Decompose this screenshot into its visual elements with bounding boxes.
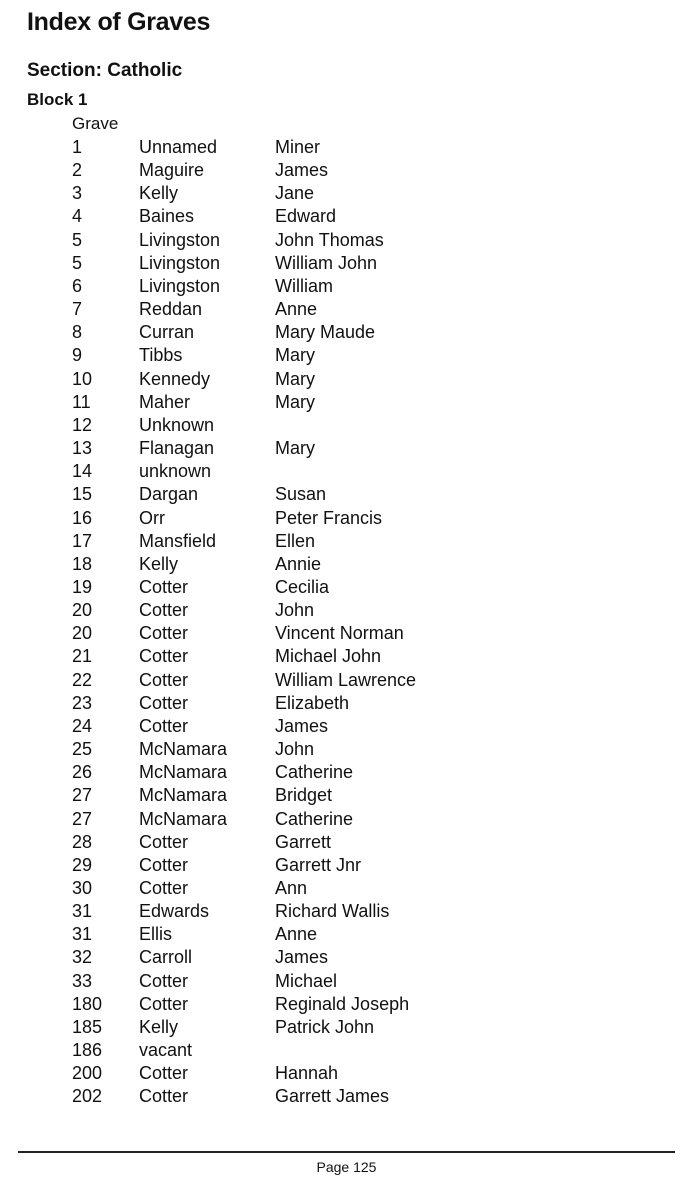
- grave-number: 33: [72, 970, 93, 991]
- given-name: Jane: [275, 183, 315, 204]
- surname: Tibbs: [139, 345, 183, 366]
- grave-number: 12: [72, 414, 93, 435]
- given-name: John: [275, 739, 315, 760]
- page-number: Page 125: [316, 1159, 377, 1175]
- surname: Livingston: [139, 275, 221, 296]
- grave-number: 180: [72, 993, 103, 1014]
- grave-number: 27: [72, 785, 93, 806]
- surname: Kelly: [139, 553, 179, 574]
- grave-list: [0, 136, 693, 1109]
- given-name: Ann: [275, 878, 308, 898]
- given-name: Cecilia: [275, 576, 330, 597]
- given-name: Edward: [275, 206, 337, 227]
- surname: Dargan: [139, 484, 199, 505]
- grave-row: [0, 507, 693, 530]
- grave-row: [0, 993, 693, 1016]
- grave-row: [0, 715, 693, 738]
- grave-row: [0, 946, 693, 969]
- grave-number: 186: [72, 1040, 103, 1061]
- grave-row: [0, 460, 693, 483]
- given-name: Richard Wallis: [275, 901, 390, 922]
- grave-number: 6: [72, 275, 83, 296]
- surname: Cotter: [139, 993, 189, 1014]
- grave-row: [0, 784, 693, 807]
- grave-number: 185: [72, 1016, 103, 1037]
- grave-number: 11: [72, 391, 91, 412]
- surname: Cotter: [139, 692, 189, 713]
- surname: McNamara: [139, 808, 228, 829]
- grave-number: 32: [72, 947, 93, 968]
- given-name: William Lawrence: [275, 669, 417, 690]
- given-name: Michael: [275, 970, 338, 991]
- surname: Baines: [139, 206, 195, 227]
- grave-number: 27: [72, 808, 93, 829]
- grave-number: 4: [72, 206, 83, 227]
- grave-row: [0, 437, 693, 460]
- given-name: Anne: [275, 924, 318, 945]
- grave-number: 24: [72, 715, 93, 736]
- grave-number: 28: [72, 831, 93, 852]
- grave-row: [0, 553, 693, 576]
- surname: Curran: [139, 322, 195, 343]
- block-heading: Block 1: [27, 90, 88, 109]
- given-name: Reginald Joseph: [275, 993, 410, 1014]
- surname: Cotter: [139, 600, 189, 621]
- grave-number: 25: [72, 739, 93, 760]
- grave-number: 10: [72, 368, 93, 389]
- given-name: Mary: [275, 391, 315, 412]
- grave-row: [0, 530, 693, 553]
- surname: McNamara: [139, 739, 228, 760]
- grave-row: [0, 136, 693, 159]
- given-name: Bridget: [275, 785, 333, 806]
- grave-row: [0, 344, 693, 367]
- grave-number: 13: [72, 438, 93, 459]
- grave-column-header: Grave: [72, 114, 119, 133]
- grave-row: [0, 599, 693, 622]
- surname: Livingston: [139, 252, 221, 273]
- grave-number: 18: [72, 553, 93, 574]
- given-name: John: [275, 600, 315, 621]
- given-name: Peter Francis: [275, 507, 383, 528]
- surname: Cotter: [139, 831, 189, 852]
- given-name: Mary Maude: [275, 322, 376, 343]
- given-name: Mary: [275, 345, 315, 366]
- surname: Cotter: [139, 715, 189, 736]
- given-name: Miner: [275, 137, 321, 157]
- surname: Cotter: [139, 1086, 189, 1107]
- grave-row: [0, 182, 693, 205]
- grave-number: 3: [72, 183, 83, 204]
- grave-number: 200: [72, 1063, 103, 1084]
- surname: Orr: [139, 507, 165, 528]
- given-name: Catherine: [275, 762, 354, 783]
- grave-number: 20: [72, 600, 93, 621]
- grave-number: 31: [72, 924, 93, 945]
- grave-row: [0, 1039, 693, 1062]
- surname: Edwards: [139, 901, 210, 922]
- surname: Kennedy: [139, 368, 211, 389]
- grave-number: 2: [72, 160, 83, 181]
- surname: Mansfield: [139, 530, 217, 551]
- grave-row: [0, 483, 693, 506]
- given-name: Elizabeth: [275, 692, 350, 713]
- grave-row: [0, 1016, 693, 1039]
- grave-row: [0, 622, 693, 645]
- given-name: Garrett Jnr: [275, 854, 362, 875]
- surname: Kelly: [139, 183, 179, 204]
- grave-row: [0, 808, 693, 831]
- given-name: Mary: [275, 368, 315, 389]
- surname: Cotter: [139, 576, 189, 597]
- given-name: John Thomas: [275, 229, 384, 250]
- given-name: Catherine: [275, 808, 354, 829]
- grave-row: [0, 692, 693, 715]
- grave-number: 17: [72, 530, 93, 551]
- grave-number: 202: [72, 1086, 103, 1107]
- given-name: Anne: [275, 299, 318, 320]
- surname: Carroll: [139, 947, 193, 968]
- given-name: James: [275, 947, 329, 968]
- given-name: Garrett James: [275, 1086, 390, 1107]
- surname: Cotter: [139, 970, 189, 991]
- surname: Flanagan: [139, 438, 215, 459]
- grave-number: 30: [72, 878, 93, 898]
- grave-number: 15: [72, 484, 93, 505]
- grave-number: 1: [72, 137, 83, 157]
- given-name: Hannah: [275, 1063, 339, 1084]
- given-name: William: [275, 275, 333, 296]
- grave-row: [0, 1062, 693, 1085]
- grave-number: 14: [72, 461, 93, 482]
- grave-row: [0, 854, 693, 877]
- grave-number: 26: [72, 762, 93, 783]
- grave-row: [0, 923, 693, 946]
- given-name: Ellen: [275, 530, 316, 551]
- surname: Reddan: [139, 299, 203, 320]
- grave-row: [0, 761, 693, 784]
- grave-number: 9: [72, 345, 83, 366]
- grave-number: 20: [72, 623, 93, 644]
- given-name: Michael John: [275, 646, 382, 667]
- grave-number: 7: [72, 299, 83, 320]
- given-name: Mary: [275, 438, 315, 459]
- grave-row: [0, 414, 693, 437]
- grave-row: [0, 321, 693, 344]
- surname: Unknown: [139, 414, 215, 435]
- given-name: Garrett: [275, 831, 332, 852]
- given-name: Vincent Norman: [275, 623, 404, 644]
- grave-row: [0, 298, 693, 321]
- grave-row: [0, 229, 693, 252]
- surname: Maguire: [139, 160, 205, 181]
- grave-number: 23: [72, 692, 93, 713]
- grave-row: [0, 900, 693, 923]
- surname: Cotter: [139, 623, 189, 644]
- surname: Cotter: [139, 669, 189, 690]
- given-name: James: [275, 715, 329, 736]
- grave-row: [0, 831, 693, 854]
- grave-row: [0, 391, 693, 414]
- surname: McNamara: [139, 785, 228, 806]
- grave-row: [0, 576, 693, 599]
- surname: Livingston: [139, 229, 221, 250]
- given-name: Patrick John: [275, 1016, 375, 1037]
- surname: Maher: [139, 391, 191, 412]
- surname: vacant: [139, 1040, 193, 1061]
- grave-number: 31: [72, 901, 93, 922]
- section-heading: Section: Catholic: [27, 60, 183, 81]
- grave-row: [0, 738, 693, 761]
- grave-number: 16: [72, 507, 93, 528]
- grave-row: [0, 1085, 693, 1108]
- grave-row: [0, 205, 693, 228]
- grave-number: 5: [72, 252, 83, 273]
- grave-row: [0, 669, 693, 692]
- surname: Ellis: [139, 924, 173, 945]
- surname: Cotter: [139, 646, 189, 667]
- grave-number: 8: [72, 322, 83, 343]
- given-name: James: [275, 160, 329, 181]
- surname: Kelly: [139, 1016, 179, 1037]
- surname: McNamara: [139, 762, 228, 783]
- grave-number: 22: [72, 669, 93, 690]
- given-name: William John: [275, 252, 378, 273]
- given-name: Annie: [275, 553, 322, 574]
- grave-row: [0, 252, 693, 275]
- given-name: Susan: [275, 484, 327, 505]
- grave-number: 21: [72, 646, 93, 667]
- surname: Cotter: [139, 854, 189, 875]
- grave-row: [0, 159, 693, 182]
- grave-number: 29: [72, 854, 93, 875]
- surname: Cotter: [139, 1063, 189, 1084]
- footer-divider: [18, 1151, 675, 1153]
- surname: Unnamed: [139, 137, 218, 157]
- grave-row: [0, 368, 693, 391]
- page-title: Index of Graves: [27, 8, 211, 36]
- grave-row: [0, 970, 693, 993]
- surname: Cotter: [139, 878, 189, 898]
- grave-number: 5: [72, 229, 83, 250]
- grave-row: [0, 275, 693, 298]
- grave-number: 19: [72, 576, 93, 597]
- grave-row: [0, 877, 693, 900]
- surname: unknown: [139, 461, 212, 482]
- grave-row: [0, 645, 693, 668]
